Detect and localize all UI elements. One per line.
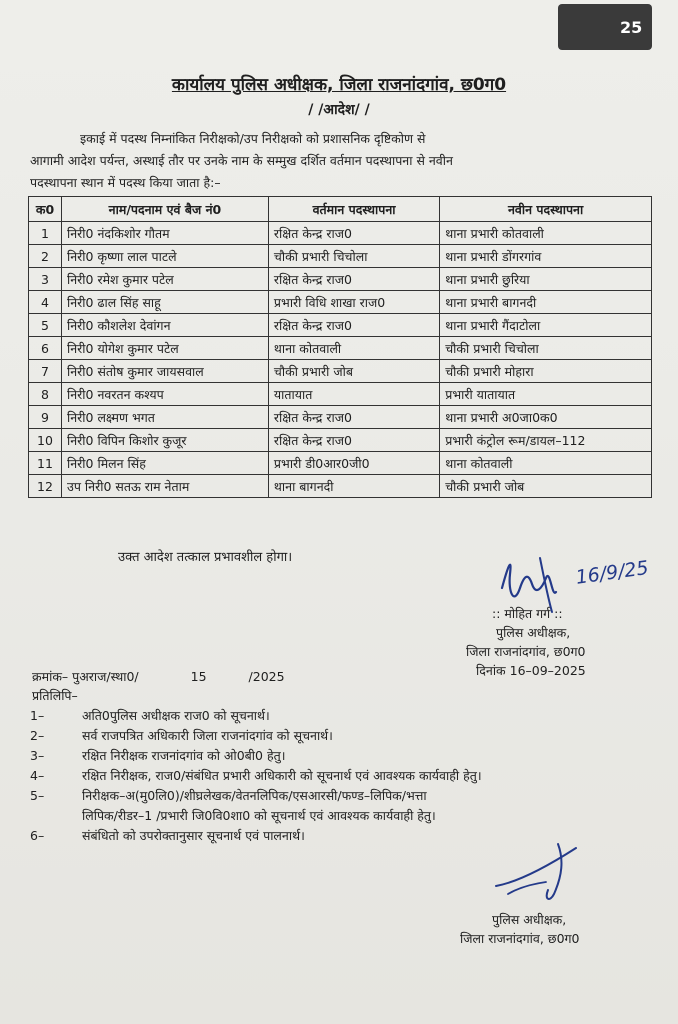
officer-district-2: जिला राजनांदगांव, छ0ग0 bbox=[460, 931, 580, 946]
intro-line: आगामी आदेश पर्यन्त, अस्थाई तौर पर उनके नाम के सम्मुख दर्शित वर्तमान पदस्थापना से नवीन bbox=[30, 153, 453, 168]
cell-name: निरी0 लक्ष्मण भगत bbox=[62, 406, 269, 429]
cell-current-posting: चौकी प्रभारी जोब bbox=[268, 360, 439, 383]
table-row bbox=[29, 314, 652, 337]
cell-current-posting: प्रभारी डी0आर0जी0 bbox=[268, 452, 439, 475]
cell-serial: 3 bbox=[29, 268, 62, 291]
list-item: 5– निरीक्षक–अ(मु0लि0)/शीघ्रलेखक/वेतनलिपिक/एसआरसी/फण्ड–लिपिक/भत्ता लिपिक/रीडर–1 /प्रभारी जि0वि0शा0 को सूचनार्थ एवं आवश्यक कार्यवाही हेतु। bbox=[30, 788, 436, 823]
cell-serial: 12 bbox=[29, 475, 62, 498]
cell-name: निरी0 कौशलेश देवांगन bbox=[62, 314, 269, 337]
cell-current-posting: रक्षित केन्द्र राज0 bbox=[268, 268, 439, 291]
cell-name: निरी0 नंदकिशोर गौतम bbox=[62, 222, 269, 245]
cell-current-posting: रक्षित केन्द्र राज0 bbox=[268, 222, 439, 245]
intro-paragraph bbox=[30, 128, 658, 194]
officer-designation-2: पुलिस अधीक्षक, bbox=[492, 912, 567, 927]
cell-name: निरी0 मिलन सिंह bbox=[62, 452, 269, 475]
channel-logo bbox=[558, 4, 652, 50]
cell-current-posting: थाना बागनदी bbox=[268, 475, 439, 498]
cell-current-posting: रक्षित केन्द्र राज0 bbox=[268, 429, 439, 452]
cell-new-posting: चौकी प्रभारी जोब bbox=[440, 475, 652, 498]
table-row bbox=[29, 291, 652, 314]
signature-date: 16/9/25 bbox=[574, 556, 650, 589]
cell-name: निरी0 संतोष कुमार जायसवाल bbox=[62, 360, 269, 383]
reference-prefix: क्रमांक– पुअराज/स्था0/ bbox=[32, 669, 139, 684]
cell-name: उप निरी0 सतऊ राम नेताम bbox=[62, 475, 269, 498]
cell-new-posting: प्रभारी कंट्रोल रूम/डायल–112 bbox=[440, 429, 652, 452]
table-header-row bbox=[29, 197, 652, 222]
table-row bbox=[29, 337, 652, 360]
cell-new-posting: थाना प्रभारी अ0जा0क0 bbox=[440, 406, 652, 429]
table-row bbox=[29, 429, 652, 452]
cell-name: निरी0 विपिन किशोर कुजूर bbox=[62, 429, 269, 452]
intro-line: पदस्थापना स्थान में पदस्थ किया जाता है:– bbox=[30, 175, 221, 190]
cell-new-posting: चौकी प्रभारी मोहारा bbox=[440, 360, 652, 383]
order-date: दिनांक 16–09–2025 bbox=[476, 663, 586, 678]
transfer-table bbox=[28, 196, 652, 498]
cell-serial: 4 bbox=[29, 291, 62, 314]
cell-serial: 10 bbox=[29, 429, 62, 452]
cell-new-posting: थाना कोतवाली bbox=[440, 452, 652, 475]
table-row bbox=[29, 452, 652, 475]
table-row bbox=[29, 360, 652, 383]
officer-name: :: मोहित गर्ग :: bbox=[492, 606, 563, 621]
column-header-new-posting: नवीन पदस्थापना bbox=[440, 197, 652, 222]
column-header-serial: क0 bbox=[29, 197, 62, 222]
table-row bbox=[29, 222, 652, 245]
cell-current-posting: चौकी प्रभारी चिचोला bbox=[268, 245, 439, 268]
cell-serial: 5 bbox=[29, 314, 62, 337]
table-row bbox=[29, 383, 652, 406]
table-row bbox=[29, 268, 652, 291]
cell-current-posting: यातायात bbox=[268, 383, 439, 406]
reference-number bbox=[32, 668, 285, 685]
cell-name: निरी0 कृष्णा लाल पाटले bbox=[62, 245, 269, 268]
cell-serial: 11 bbox=[29, 452, 62, 475]
cell-serial: 2 bbox=[29, 245, 62, 268]
office-title: कार्यालय पुलिस अधीक्षक, जिला राजनांदगांव, छ0ग0 bbox=[171, 75, 507, 95]
effective-statement: उक्त आदेश तत्काल प्रभावशील होगा। bbox=[118, 550, 293, 565]
cell-serial: 7 bbox=[29, 360, 62, 383]
cell-new-posting: थाना प्रभारी डोंगरगांव bbox=[440, 245, 652, 268]
cell-serial: 1 bbox=[29, 222, 62, 245]
list-item: 6– संबंधितो को उपरोक्तानुसार सूचनार्थ एवं पालनार्थ। bbox=[30, 828, 305, 843]
reference-year: /2025 bbox=[248, 669, 285, 684]
cell-current-posting: प्रभारी विधि शाखा राज0 bbox=[268, 291, 439, 314]
officer-signature-block bbox=[466, 604, 586, 680]
column-header-name: नाम/पदनाम एवं बैज नं0 bbox=[62, 197, 269, 222]
officer-designation: पुलिस अधीक्षक, bbox=[496, 625, 571, 640]
cell-new-posting: चौकी प्रभारी चिचोला bbox=[440, 337, 652, 360]
officer-district: जिला राजनांदगांव, छ0ग0 bbox=[466, 644, 586, 659]
copy-to-list bbox=[30, 706, 482, 846]
cell-name: निरी0 योगेश कुमार पटेल bbox=[62, 337, 269, 360]
cell-name: निरी0 रमेश कुमार पटेल bbox=[62, 268, 269, 291]
cell-new-posting: थाना प्रभारी कोतवाली bbox=[440, 222, 652, 245]
cell-name: निरी0 ढाल सिंह साहू bbox=[62, 291, 269, 314]
signature-2 bbox=[488, 842, 588, 904]
table-row bbox=[29, 475, 652, 498]
logo-anniversary-number: 25 bbox=[620, 18, 643, 37]
list-item: 3– रक्षित निरीक्षक राजनांदगांव को ओ0बी0 हेतु। bbox=[30, 748, 286, 763]
cell-serial: 8 bbox=[29, 383, 62, 406]
cell-name: निरी0 नवरतन कश्यप bbox=[62, 383, 269, 406]
copy-signature-block bbox=[460, 910, 580, 948]
intro-line: इकाई में पदस्थ निम्नांकित निरीक्षको/उप निरीक्षको को प्रशासनिक दृष्टिकोण से bbox=[80, 131, 426, 146]
cell-serial: 9 bbox=[29, 406, 62, 429]
table-row bbox=[29, 245, 652, 268]
column-header-current-posting: वर्तमान पदस्थापना bbox=[268, 197, 439, 222]
list-item: 2– सर्व राजपत्रित अधिकारी जिला राजनांदगांव को सूचनार्थ। bbox=[30, 728, 333, 743]
cell-current-posting: रक्षित केन्द्र राज0 bbox=[268, 314, 439, 337]
copy-to-label: प्रतिलिपि– bbox=[32, 688, 78, 703]
cell-serial: 6 bbox=[29, 337, 62, 360]
list-item: 1– अति0पुलिस अधीक्षक राज0 को सूचनार्थ। bbox=[30, 708, 270, 723]
cell-new-posting: थाना प्रभारी गैंदाटोला bbox=[440, 314, 652, 337]
cell-current-posting: थाना कोतवाली bbox=[268, 337, 439, 360]
cell-new-posting: प्रभारी यातायात bbox=[440, 383, 652, 406]
cell-current-posting: रक्षित केन्द्र राज0 bbox=[268, 406, 439, 429]
cell-new-posting: थाना प्रभारी छुरिया bbox=[440, 268, 652, 291]
order-heading: / /आदेश/ / bbox=[308, 102, 370, 118]
list-item: 4– रक्षित निरीक्षक, राज0/संबंधित प्रभारी अधिकारी को सूचनार्थ एवं आवश्यक कार्यवाही हेतु। bbox=[30, 768, 482, 783]
reference-serial: 15 bbox=[190, 669, 207, 684]
table-row bbox=[29, 406, 652, 429]
cell-new-posting: थाना प्रभारी बागनदी bbox=[440, 291, 652, 314]
